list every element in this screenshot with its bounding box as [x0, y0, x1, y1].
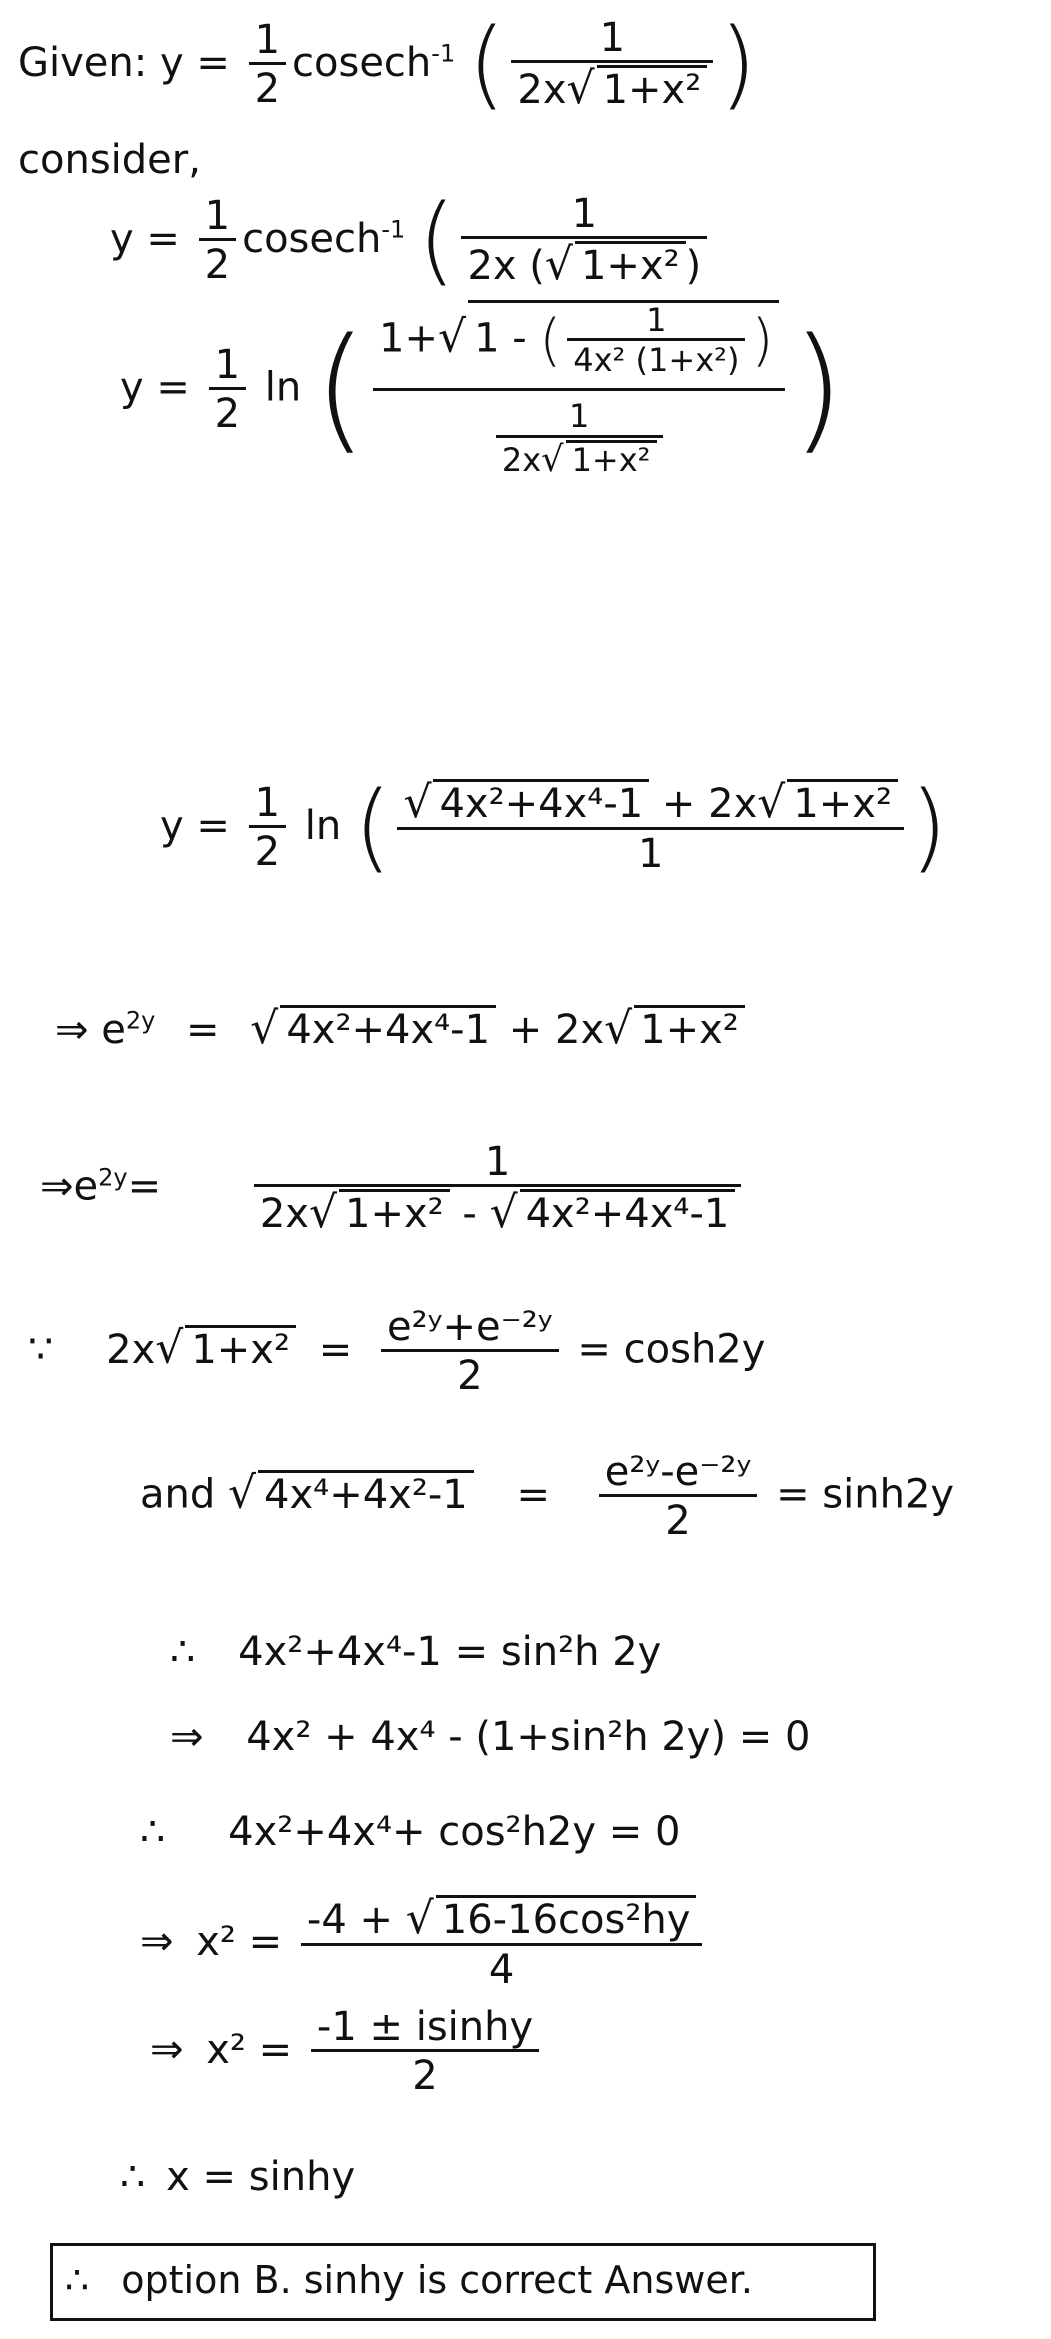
sinh-identity: and √ 4x⁴+4x²-1 = $\frac{\text{e²ʸ-e⁻²ʸ}}{2}$ = sinh2y	[140, 1449, 955, 1544]
step-isinhy: ⇒ x² = $\frac{-1 \pm isinhy}{2}$	[150, 2005, 545, 2098]
answer-box	[50, 2243, 876, 2321]
step-rearranged: ⇒ 4x² + 4x⁴ - (1+sin²h 2y) = 0	[170, 1714, 811, 1760]
consider-equation: y = $\frac{1}{2}$ cosech$^{-1}$ ( $\frac{1}{\text{2x (√ 1+x² )}}$	[110, 188, 713, 294]
step-quadratic: ⇒ x² = $\frac{\text{-4 + √ 16-16cos²hy}}{4}$	[140, 1895, 708, 1992]
given-label: Given:	[18, 39, 148, 86]
cosh-identity: ∵ 2x√ 1+x² = $\frac{\text{e²ʸ+e⁻²ʸ}}{2}$ = cosh2y	[28, 1304, 766, 1399]
simplified-ln-equation: y = $\frac{1}{2}$ ln ( $\frac{\text{√ 4x²+4x⁴-1 + 2x√ 1+x²}}{1}$ )	[160, 771, 948, 883]
cosech-fn: cosech	[292, 39, 432, 86]
ln-form-equation: y = $\frac{1}{2}$ ln ( 1+√ 1 - ( $\frac{1}{\text{4x² (1+x²)}}$ ) $\frac{1}{\text{2x√ 1+x²}}$ )	[120, 301, 845, 480]
step-sin2h: ∴ 4x²+4x⁴-1 = sin²h 2y	[170, 1629, 662, 1675]
ln-argument: 1+√ 1 - ( $\frac{1}{\text{4x² (1+x²)}}$ ) $\frac{1}{\text{2x√ 1+x²}}$	[373, 300, 785, 479]
step-cos2h: ∴ 4x²+4x⁴+ cos²h2y = 0	[140, 1809, 681, 1855]
cosech-argument: $\frac{1}{\text{2x√ 1+x²}}$	[511, 16, 713, 113]
exp-equation-1: ⇒ $e^{2y}$ = √ 4x²+4x⁴-1 + 2x√ 1+x²	[55, 1005, 745, 1053]
consider-label: consider,	[18, 137, 201, 183]
given-line: Given: y = $\frac{1}{2}$ cosech$^{-1}$ ( $\frac{1}{\text{2x√ 1+x²}}$ )	[18, 8, 757, 120]
answer-text: option B. sinhy is correct Answer.	[121, 2258, 753, 2302]
given-lhs: y =	[159, 39, 230, 86]
step-result: ∴ x = sinhy	[120, 2154, 356, 2200]
exp-equation-2: $\Rightarrow e^{2y}=$ $\frac{1}{\text{2x√ 1+x² - √ 4x²+4x⁴-1}}$	[40, 1140, 747, 1237]
half-fraction: $\frac{1}{2}$	[249, 18, 286, 111]
answer-therefore: ∴	[65, 2258, 90, 2302]
